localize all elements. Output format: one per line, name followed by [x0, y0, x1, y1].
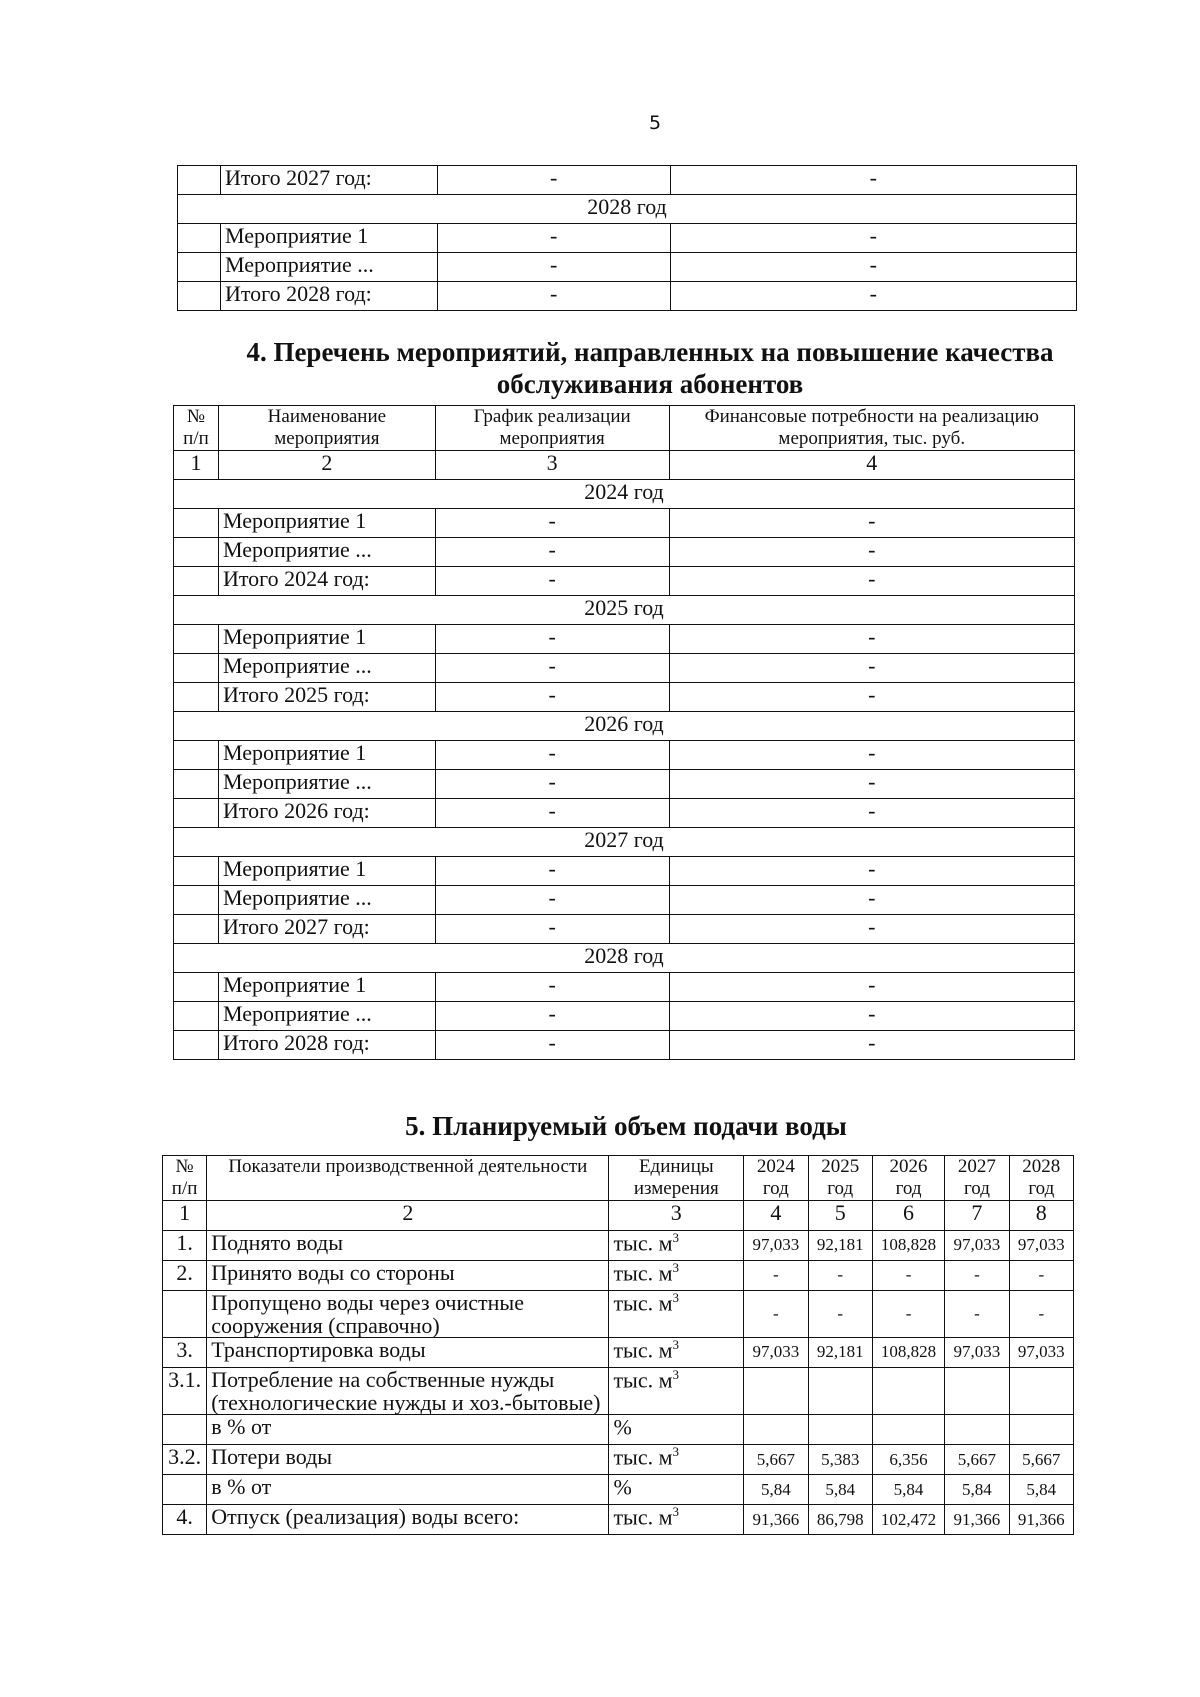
- unit-text: тыс. м: [613, 1337, 673, 1363]
- cell-value: 5,84: [808, 1475, 872, 1505]
- table-header-row: [174, 406, 1075, 451]
- table-row: [174, 769, 1075, 798]
- cell-schedule: -: [437, 253, 670, 282]
- cell-value: [872, 1415, 944, 1445]
- cell-schedule: -: [435, 653, 669, 682]
- cell-value: [1009, 1367, 1073, 1414]
- column-number: 8: [1009, 1200, 1073, 1230]
- table-row: [163, 1505, 1074, 1535]
- cell-finance: -: [669, 508, 1074, 537]
- cell-num: [174, 566, 219, 595]
- table-row: [178, 224, 1077, 253]
- table-row: [174, 885, 1075, 914]
- cell-finance: -: [669, 653, 1074, 682]
- cell-value: -: [808, 1290, 872, 1337]
- cell-value: 97,033: [744, 1230, 808, 1260]
- cell-schedule: -: [435, 856, 669, 885]
- cell-value: 97,033: [1009, 1337, 1073, 1367]
- unit-text: %: [613, 1474, 632, 1500]
- unit-superscript: 3: [672, 1366, 680, 1382]
- cell-finance: -: [669, 769, 1074, 798]
- cell-value: 91,366: [1009, 1505, 1073, 1535]
- cell-value: -: [808, 1260, 872, 1290]
- cell-indicator: Потребление на собственные нужды (технологические нужды и хоз.-бытовые): [207, 1367, 609, 1414]
- cell-value: -: [872, 1260, 944, 1290]
- table-row: [163, 1337, 1074, 1367]
- cell-num: 3.2.: [163, 1445, 207, 1475]
- cell-finance: -: [669, 566, 1074, 595]
- cell-name: Мероприятие 1: [220, 224, 437, 253]
- column-numbers-row: [174, 450, 1075, 479]
- page-number: 5: [648, 112, 662, 134]
- cell-num: 1.: [163, 1230, 207, 1260]
- cell-finance: -: [670, 282, 1077, 311]
- header-year: 2027 год: [945, 1156, 1009, 1201]
- cell-unit: [609, 1445, 744, 1475]
- cell-value: 108,828: [872, 1230, 944, 1260]
- unit-text: тыс. м: [613, 1260, 673, 1286]
- cell-name: Мероприятие ...: [218, 1001, 435, 1030]
- year-label: 2026 год: [174, 711, 1075, 740]
- cell-name: Мероприятие ...: [218, 653, 435, 682]
- table-row: [163, 1230, 1074, 1260]
- cell-finance: -: [670, 166, 1077, 195]
- cell-schedule: -: [435, 537, 669, 566]
- cell-name: Мероприятие 1: [218, 740, 435, 769]
- cell-num: [178, 224, 221, 253]
- water-supply-volume-table: [162, 1155, 1074, 1535]
- cell-num: [163, 1415, 207, 1445]
- column-number: 4: [669, 450, 1074, 479]
- cell-value: -: [945, 1260, 1009, 1290]
- cell-num: [178, 166, 221, 195]
- header-finance: Финансовые потребности на реализацию мероприятия, тыс. руб.: [669, 406, 1074, 451]
- table-row: [174, 1030, 1075, 1059]
- cell-schedule: -: [435, 798, 669, 827]
- unit-superscript: 3: [672, 1229, 680, 1245]
- cell-value: [1009, 1415, 1073, 1445]
- unit-text: тыс. м: [613, 1230, 673, 1256]
- cell-value: 86,798: [808, 1505, 872, 1535]
- year-row: [174, 827, 1075, 856]
- column-number: 1: [174, 450, 219, 479]
- year-label: 2027 год: [174, 827, 1075, 856]
- cell-name: Итого 2027 год:: [220, 166, 437, 195]
- cell-name: Мероприятие ...: [218, 537, 435, 566]
- table-row: [163, 1415, 1074, 1445]
- cell-value: [945, 1415, 1009, 1445]
- cell-finance: -: [669, 798, 1074, 827]
- cell-value: 5,84: [872, 1475, 944, 1505]
- cell-schedule: -: [437, 224, 670, 253]
- cell-num: [174, 856, 219, 885]
- cell-name: Итого 2026 год:: [218, 798, 435, 827]
- cell-value: 92,181: [808, 1337, 872, 1367]
- table-row: [178, 253, 1077, 282]
- header-year: 2028 год: [1009, 1156, 1073, 1201]
- cell-name: Мероприятие ...: [218, 769, 435, 798]
- header-year: 2024 год: [744, 1156, 808, 1201]
- cell-schedule: -: [435, 972, 669, 1001]
- header-year: 2026 год: [872, 1156, 944, 1201]
- table-row: [174, 798, 1075, 827]
- table-row: [163, 1445, 1074, 1475]
- table-row: [178, 282, 1077, 311]
- cell-name: Мероприятие 1: [218, 856, 435, 885]
- cell-schedule: -: [435, 885, 669, 914]
- header-indicator: Показатели производственной деятельности: [207, 1156, 609, 1201]
- cell-schedule: -: [435, 740, 669, 769]
- cell-value: -: [744, 1260, 808, 1290]
- cell-num: [174, 798, 219, 827]
- cell-num: [174, 1001, 219, 1030]
- cell-finance: -: [669, 682, 1074, 711]
- cell-finance: -: [670, 253, 1077, 282]
- cell-value: 5,667: [744, 1445, 808, 1475]
- cell-finance: -: [669, 914, 1074, 943]
- cell-unit: [609, 1230, 744, 1260]
- cell-name: Мероприятие ...: [220, 253, 437, 282]
- cell-num: [174, 653, 219, 682]
- cell-name: Мероприятие 1: [218, 624, 435, 653]
- cell-num: [174, 914, 219, 943]
- column-number: 3: [609, 1200, 744, 1230]
- cell-num: 3.: [163, 1337, 207, 1367]
- table-row: [163, 1290, 1074, 1337]
- cell-num: [174, 508, 219, 537]
- table-header-row: [163, 1156, 1074, 1201]
- cell-unit: [609, 1290, 744, 1337]
- cell-num: [174, 769, 219, 798]
- year-row: [174, 595, 1075, 624]
- cell-name: Мероприятие 1: [218, 508, 435, 537]
- cell-name: Мероприятие ...: [218, 885, 435, 914]
- cell-value: 5,84: [1009, 1475, 1073, 1505]
- cell-value: -: [1009, 1260, 1073, 1290]
- table-row: [163, 1367, 1074, 1414]
- table-row: [174, 508, 1075, 537]
- cell-value: 97,033: [1009, 1230, 1073, 1260]
- cell-num: [178, 253, 221, 282]
- cell-finance: -: [669, 972, 1074, 1001]
- cell-schedule: -: [435, 1030, 669, 1059]
- section-4-heading-line1: 4. Перечень мероприятий, направленных на повышение качества: [246, 337, 1054, 367]
- table-row: [174, 653, 1075, 682]
- cell-value: [872, 1367, 944, 1414]
- cell-unit: [609, 1415, 744, 1445]
- cell-value: 5,84: [744, 1475, 808, 1505]
- table-row: [174, 537, 1075, 566]
- cell-num: [163, 1290, 207, 1337]
- column-number: 6: [872, 1200, 944, 1230]
- cell-name: Итого 2024 год:: [218, 566, 435, 595]
- cell-num: [174, 682, 219, 711]
- cell-schedule: -: [437, 282, 670, 311]
- cell-indicator: Потери воды: [207, 1445, 609, 1475]
- cell-num: [163, 1475, 207, 1505]
- cell-num: [174, 624, 219, 653]
- cell-value: 6,356: [872, 1445, 944, 1475]
- cell-num: [174, 537, 219, 566]
- column-number: 3: [435, 450, 669, 479]
- cell-value: 102,472: [872, 1505, 944, 1535]
- cell-finance: -: [669, 1030, 1074, 1059]
- table-row: [174, 682, 1075, 711]
- cell-value: 91,366: [945, 1505, 1009, 1535]
- cell-value: [808, 1415, 872, 1445]
- cell-schedule: -: [435, 508, 669, 537]
- unit-superscript: 3: [672, 1259, 680, 1275]
- section-4-heading-line2: обслуживания абонентов: [496, 369, 804, 400]
- column-number: 2: [218, 450, 435, 479]
- section-4-heading: [200, 336, 1100, 401]
- cell-unit: [609, 1337, 744, 1367]
- cell-value: 97,033: [945, 1230, 1009, 1260]
- cell-num: 2.: [163, 1260, 207, 1290]
- column-number: 5: [808, 1200, 872, 1230]
- cell-indicator: в % от: [207, 1415, 609, 1445]
- section-5-heading: 5. Планируемый объем подачи воды: [405, 1111, 847, 1141]
- cell-schedule: -: [435, 1001, 669, 1030]
- header-year: 2025 год: [808, 1156, 872, 1201]
- table-row: [174, 740, 1075, 769]
- cell-finance: -: [670, 224, 1077, 253]
- cell-value: -: [744, 1290, 808, 1337]
- unit-text: %: [613, 1414, 632, 1440]
- unit-text: тыс. м: [613, 1367, 673, 1393]
- table-row: [178, 166, 1077, 195]
- table-row: [174, 1001, 1075, 1030]
- cell-indicator: Транспортировка воды: [207, 1337, 609, 1367]
- table-row: [174, 566, 1075, 595]
- cell-num: [174, 972, 219, 1001]
- cell-finance: -: [669, 856, 1074, 885]
- cell-schedule: -: [437, 166, 670, 195]
- table-row: [163, 1475, 1074, 1505]
- cell-schedule: -: [435, 682, 669, 711]
- cell-name: Итого 2028 год:: [220, 282, 437, 311]
- cell-finance: -: [669, 1001, 1074, 1030]
- cell-schedule: -: [435, 566, 669, 595]
- cell-value: -: [945, 1290, 1009, 1337]
- column-number: 2: [207, 1200, 609, 1230]
- cell-name: Итого 2028 год:: [218, 1030, 435, 1059]
- year-row: [174, 711, 1075, 740]
- cell-finance: -: [669, 537, 1074, 566]
- table-row: [174, 972, 1075, 1001]
- cell-unit: [609, 1260, 744, 1290]
- cell-value: 5,667: [945, 1445, 1009, 1475]
- cell-num: [174, 740, 219, 769]
- cell-schedule: -: [435, 769, 669, 798]
- unit-text: тыс. м: [613, 1290, 673, 1316]
- cell-num: [178, 282, 221, 311]
- cell-value: 5,383: [808, 1445, 872, 1475]
- cell-unit: [609, 1367, 744, 1414]
- cell-value: [744, 1367, 808, 1414]
- cell-value: 5,667: [1009, 1445, 1073, 1475]
- cell-name: Мероприятие 1: [218, 972, 435, 1001]
- cell-schedule: -: [435, 914, 669, 943]
- year-row: [174, 943, 1075, 972]
- year-label: 2025 год: [174, 595, 1075, 624]
- unit-text: тыс. м: [613, 1504, 673, 1530]
- cell-indicator: Принято воды со стороны: [207, 1260, 609, 1290]
- cell-num: 4.: [163, 1505, 207, 1535]
- unit-superscript: 3: [672, 1289, 680, 1305]
- continued-measures-table: [177, 165, 1077, 311]
- column-number: 7: [945, 1200, 1009, 1230]
- unit-text: тыс. м: [613, 1444, 673, 1470]
- cell-value: 97,033: [744, 1337, 808, 1367]
- year-row: [178, 195, 1077, 224]
- cell-schedule: -: [435, 624, 669, 653]
- cell-value: [945, 1367, 1009, 1414]
- service-quality-measures-table: [173, 405, 1075, 1060]
- year-label: 2028 год: [174, 943, 1075, 972]
- table-row: [163, 1260, 1074, 1290]
- header-schedule: График реализации мероприятия: [435, 406, 669, 451]
- cell-indicator: в % от: [207, 1475, 609, 1505]
- header-unit: Единицы измерения: [609, 1156, 744, 1201]
- cell-value: 5,84: [945, 1475, 1009, 1505]
- cell-name: Итого 2025 год:: [218, 682, 435, 711]
- cell-value: 97,033: [945, 1337, 1009, 1367]
- cell-finance: -: [669, 885, 1074, 914]
- cell-num: [174, 885, 219, 914]
- cell-unit: [609, 1505, 744, 1535]
- header-name: Наименование мероприятия: [218, 406, 435, 451]
- cell-value: -: [1009, 1290, 1073, 1337]
- cell-value: 91,366: [744, 1505, 808, 1535]
- unit-superscript: 3: [672, 1336, 680, 1352]
- cell-value: [808, 1367, 872, 1414]
- cell-name: Итого 2027 год:: [218, 914, 435, 943]
- column-number: 1: [163, 1200, 207, 1230]
- table-row: [174, 624, 1075, 653]
- cell-finance: -: [669, 624, 1074, 653]
- table-row: [174, 914, 1075, 943]
- column-numbers-row: [163, 1200, 1074, 1230]
- cell-value: 92,181: [808, 1230, 872, 1260]
- cell-indicator: Пропущено воды через очистные сооружения (справочно): [207, 1290, 609, 1337]
- year-row: [174, 479, 1075, 508]
- column-number: 4: [744, 1200, 808, 1230]
- cell-finance: -: [669, 740, 1074, 769]
- table-row: [174, 856, 1075, 885]
- cell-indicator: Отпуск (реализация) воды всего:: [207, 1505, 609, 1535]
- unit-superscript: 3: [672, 1504, 680, 1520]
- year-label: 2024 год: [174, 479, 1075, 508]
- header-num: № п/п: [163, 1156, 207, 1201]
- cell-num: 3.1.: [163, 1367, 207, 1414]
- cell-value: [744, 1415, 808, 1445]
- header-num: № п/п: [174, 406, 219, 451]
- cell-indicator: Поднято воды: [207, 1230, 609, 1260]
- cell-value: -: [872, 1290, 944, 1337]
- year-label: 2028 год: [178, 195, 1077, 224]
- cell-unit: [609, 1475, 744, 1505]
- unit-superscript: 3: [672, 1444, 680, 1460]
- cell-value: 108,828: [872, 1337, 944, 1367]
- cell-num: [174, 1030, 219, 1059]
